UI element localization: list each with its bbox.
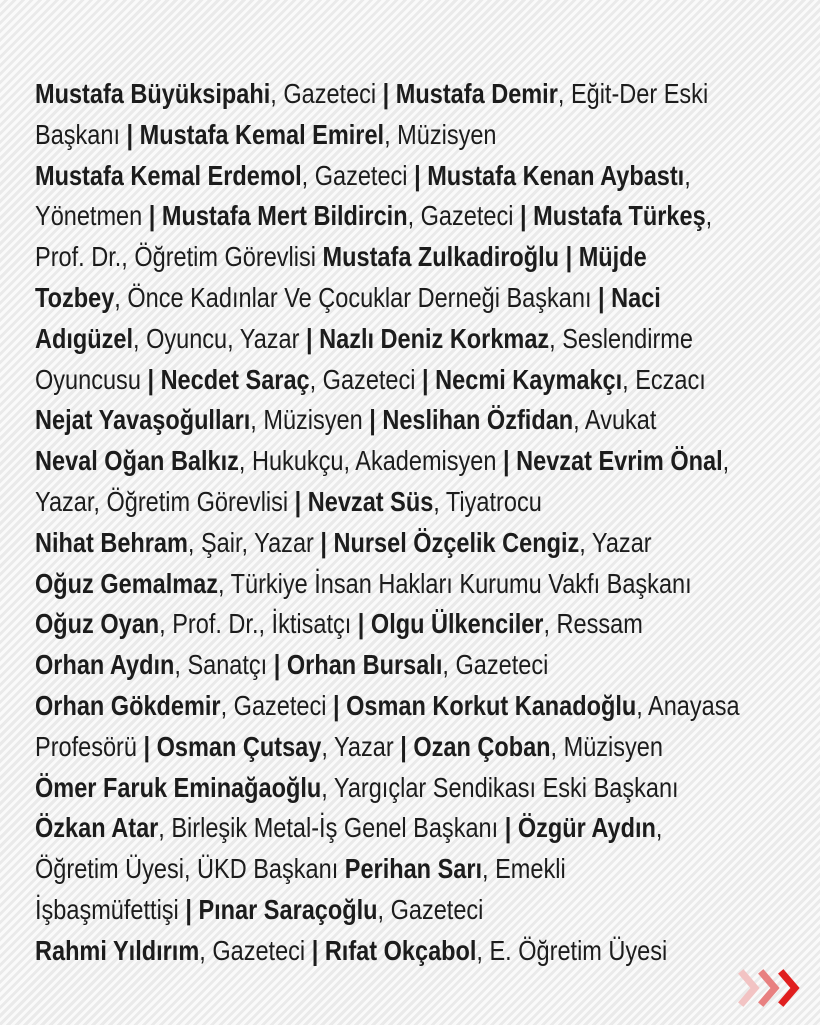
text-line <box>35 441 730 482</box>
description-text: , Oyuncu, Yazar <box>133 322 307 354</box>
description-text: , Tiyatrocu <box>433 485 542 517</box>
person-name: Oğuz Gemalmaz <box>35 567 218 599</box>
person-name: Mustafa Demir <box>395 78 558 109</box>
description-text: İşbaşmüfettişi <box>35 893 186 925</box>
description-text: , Sanatçı <box>174 649 274 681</box>
text-line <box>35 564 692 605</box>
description-text: , Gazeteci <box>270 78 383 109</box>
person-name: Özgür Aydın <box>517 812 656 844</box>
description-text: , Gazeteci <box>407 200 520 232</box>
separator: | <box>320 526 327 558</box>
separator: | <box>504 812 512 844</box>
separator: | <box>185 893 192 925</box>
text-line <box>35 482 682 523</box>
names-list <box>35 74 740 972</box>
text-line <box>35 400 682 441</box>
separator: | <box>294 485 302 517</box>
description-text: , Türkiye İnsan Hakları Kurumu Vakfı Başkanı <box>217 567 692 599</box>
person-name: Necdet Saraç <box>160 363 310 395</box>
text-line <box>35 686 740 727</box>
description-text: Yazar, Öğretim Görevlisi <box>35 485 295 517</box>
separator: | <box>519 200 527 232</box>
person-name: Perihan Sarı <box>344 853 483 885</box>
person-name: Nursel Özçelik Cengiz <box>333 526 580 558</box>
description-text: , <box>722 445 730 477</box>
separator: | <box>273 649 281 681</box>
text-line <box>35 727 682 768</box>
description-text: , Seslendirme <box>549 322 693 354</box>
separator: | <box>598 281 605 313</box>
description-text: , Ressam <box>543 608 643 640</box>
description-text: , Eğit-Der Eski <box>557 78 709 109</box>
description-text: Öğretim Üyesi, ÜKD Başkanı <box>35 853 345 885</box>
text-line <box>35 523 682 564</box>
text-line <box>35 604 682 645</box>
separator: | <box>148 200 156 232</box>
description-text: , Gazeteci <box>220 689 334 721</box>
separator: | <box>422 363 429 395</box>
separator: | <box>333 689 340 721</box>
separator: | <box>369 404 376 436</box>
text-line <box>35 156 691 197</box>
person-name: Naci <box>611 281 661 313</box>
description-text: , Avukat <box>573 404 657 436</box>
description-text: Prof. Dr., Öğretim Görevlisi <box>35 241 323 273</box>
person-name: Nihat Behram <box>35 526 188 558</box>
separator: | <box>565 241 573 273</box>
description-text: , Müzisyen <box>250 404 370 436</box>
separator: | <box>147 363 155 395</box>
person-name: Rahmi Yıldırım <box>35 934 200 966</box>
description-text: , <box>705 200 713 232</box>
description-text: , Gazeteci <box>301 159 415 191</box>
description-text: , Müzisyen <box>384 118 497 150</box>
description-text: , Gazeteci <box>199 934 312 966</box>
person-name: Oğuz Oyan <box>35 608 160 640</box>
person-name: Tozbey <box>35 281 115 313</box>
person-name: Orhan Aydın <box>35 649 175 681</box>
text-line <box>35 196 713 237</box>
text-line <box>35 74 709 115</box>
person-name: Ozan Çoban <box>413 730 551 762</box>
person-name: Nejat Yavaşoğulları <box>35 404 251 436</box>
description-text: , Gazeteci <box>309 363 423 395</box>
person-name: Mustafa Zulkadiroğlu <box>322 241 560 273</box>
description-text: Oyuncusu <box>35 363 148 395</box>
person-name: Orhan Bursalı <box>286 649 443 681</box>
description-text: , Birleşik Metal-İş Genel Başkanı <box>158 812 505 844</box>
text-line <box>35 645 682 686</box>
person-name: Nazlı Deniz Korkmaz <box>319 322 550 354</box>
person-name: Pınar Saraçoğlu <box>198 893 378 925</box>
description-text: , Hukukçu, Akademisyen <box>238 445 503 477</box>
next-chevrons-icon[interactable] <box>737 968 803 1008</box>
person-name: Osman Çutsay <box>156 730 322 762</box>
person-name: Adıgüzel <box>35 322 134 354</box>
separator: | <box>306 322 313 354</box>
person-name: Necmi Kaymakçı <box>435 363 623 395</box>
person-name: Müjde <box>578 241 647 273</box>
description-text: , Eczacı <box>622 363 706 395</box>
person-name: Orhan Gökdemir <box>35 689 221 721</box>
person-name: Özkan Atar <box>35 812 159 844</box>
text-line <box>35 931 682 972</box>
text-line <box>35 768 682 809</box>
text-line <box>35 278 682 319</box>
separator: | <box>414 159 421 191</box>
person-name: Nevzat Evrim Önal <box>516 445 723 477</box>
separator: | <box>357 608 365 640</box>
text-line <box>35 319 693 360</box>
description-text: , Yazar <box>321 730 401 762</box>
separator: | <box>126 118 134 150</box>
text-line <box>35 849 682 890</box>
person-name: Neslihan Özfidan <box>382 404 574 436</box>
chevron-3-icon <box>783 974 795 1002</box>
description-text: , E. Öğretim Üyesi <box>476 934 668 966</box>
person-name: Olgu Ülkenciler <box>370 608 544 640</box>
text-line <box>35 360 706 401</box>
person-name: Ömer Faruk Eminağaoğlu <box>35 771 322 803</box>
person-name: Mustafa Kemal Emirel <box>139 118 385 150</box>
separator: | <box>382 78 390 109</box>
person-name: Mustafa Kemal Erdemol <box>35 159 302 191</box>
separator: | <box>143 730 151 762</box>
person-name: Rıfat Okçabol <box>324 934 477 966</box>
text-line <box>35 808 682 849</box>
person-name: Mustafa Büyüksipahi <box>35 78 271 109</box>
description-text: , Müzisyen <box>550 730 663 762</box>
description-text: , <box>655 812 663 844</box>
description-text: , Yargıçlar Sendikası Eski Başkanı <box>321 771 679 803</box>
chevron-1-icon <box>743 974 755 1002</box>
person-name: Neval Oğan Balkız <box>35 445 239 477</box>
description-text: , Gazeteci <box>377 893 484 925</box>
person-name: Osman Korkut Kanadoğlu <box>346 689 637 721</box>
person-name: Mustafa Kenan Aybastı <box>427 159 685 191</box>
description-text: , Anayasa <box>636 689 740 721</box>
person-name: Mustafa Mert Bildircin <box>161 200 408 232</box>
person-name: Mustafa Türkeş <box>533 200 706 232</box>
separator: | <box>311 934 319 966</box>
text-line <box>35 115 682 156</box>
text-line <box>35 890 682 931</box>
description-text: , Emekli <box>482 853 566 885</box>
description-text: , <box>684 159 691 191</box>
text-line <box>35 237 682 278</box>
chevron-2-icon <box>763 974 775 1002</box>
description-text: , Şair, Yazar <box>187 526 321 558</box>
description-text: , Yazar <box>579 526 652 558</box>
description-text: , Önce Kadınlar Ve Çocuklar Derneği Başkanı <box>114 281 599 313</box>
description-text: , Gazeteci <box>442 649 549 681</box>
separator: | <box>400 730 407 762</box>
person-name: Nevzat Süs <box>307 485 434 517</box>
description-text: Profesörü <box>35 730 144 762</box>
description-text: Başkanı <box>35 118 127 150</box>
description-text: Yönetmen <box>35 200 149 232</box>
separator: | <box>502 445 510 477</box>
description-text: , Prof. Dr., İktisatçı <box>159 608 358 640</box>
